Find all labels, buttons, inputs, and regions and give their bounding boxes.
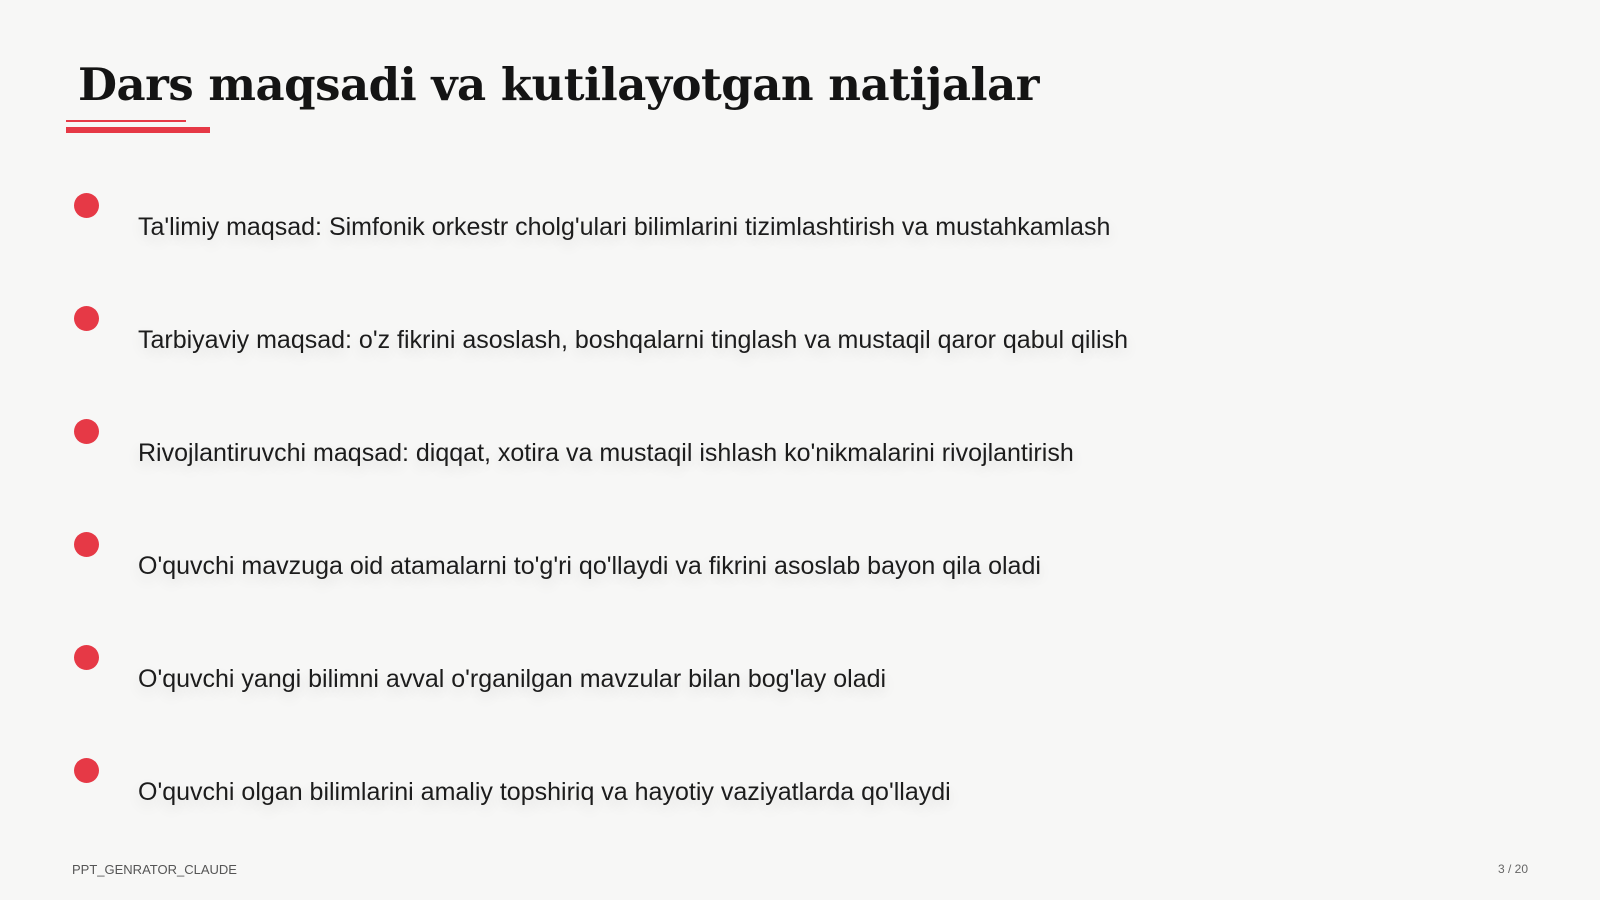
objective-text: Tarbiyaviy maqsad: o'z fikrini asoslash, boshqalarni tinglash va mustaqil qaror qabul qilish (138, 326, 1128, 354)
objective-item (0, 758, 1600, 828)
objective-text: O'quvchi olgan bilimlarini amaliy topshiriq va hayotiy vaziyatlarda qo'llaydi (138, 778, 951, 806)
bullet-dot-icon (74, 758, 99, 783)
objective-item (0, 419, 1600, 489)
objective-item (0, 306, 1600, 376)
bullet-dot-icon (74, 193, 99, 218)
bullet-dot-icon (74, 419, 99, 444)
objective-item (0, 645, 1600, 715)
objective-text: O'quvchi mavzuga oid atamalarni to'g'ri qo'llaydi va fikrini asoslab bayon qila oladi (138, 552, 1041, 580)
bullet-dot-icon (74, 306, 99, 331)
footer-brand: PPT_GENRATOR_CLAUDE (72, 862, 237, 877)
page-number: 3 / 20 (1497, 862, 1528, 876)
bullet-dot-icon (74, 532, 99, 557)
objective-text: O'quvchi yangi bilimni avval o'rganilgan mavzular bilan bog'lay oladi (138, 665, 887, 693)
objective-item (0, 193, 1600, 263)
slide-title: Dars maqsadi va kutilayotgan natijalar (78, 58, 1039, 111)
objective-text: Ta'limiy maqsad: Simfonik orkestr cholg'ulari bilimlarini tizimlashtirish va mustahkamlash (138, 213, 1111, 241)
bullet-dot-icon (74, 645, 99, 670)
objective-item (0, 532, 1600, 602)
objective-text: Rivojlantiruvchi maqsad: diqqat, xotira va mustaqil ishlash ko'nikmalarini rivojlantirish (138, 439, 1074, 467)
